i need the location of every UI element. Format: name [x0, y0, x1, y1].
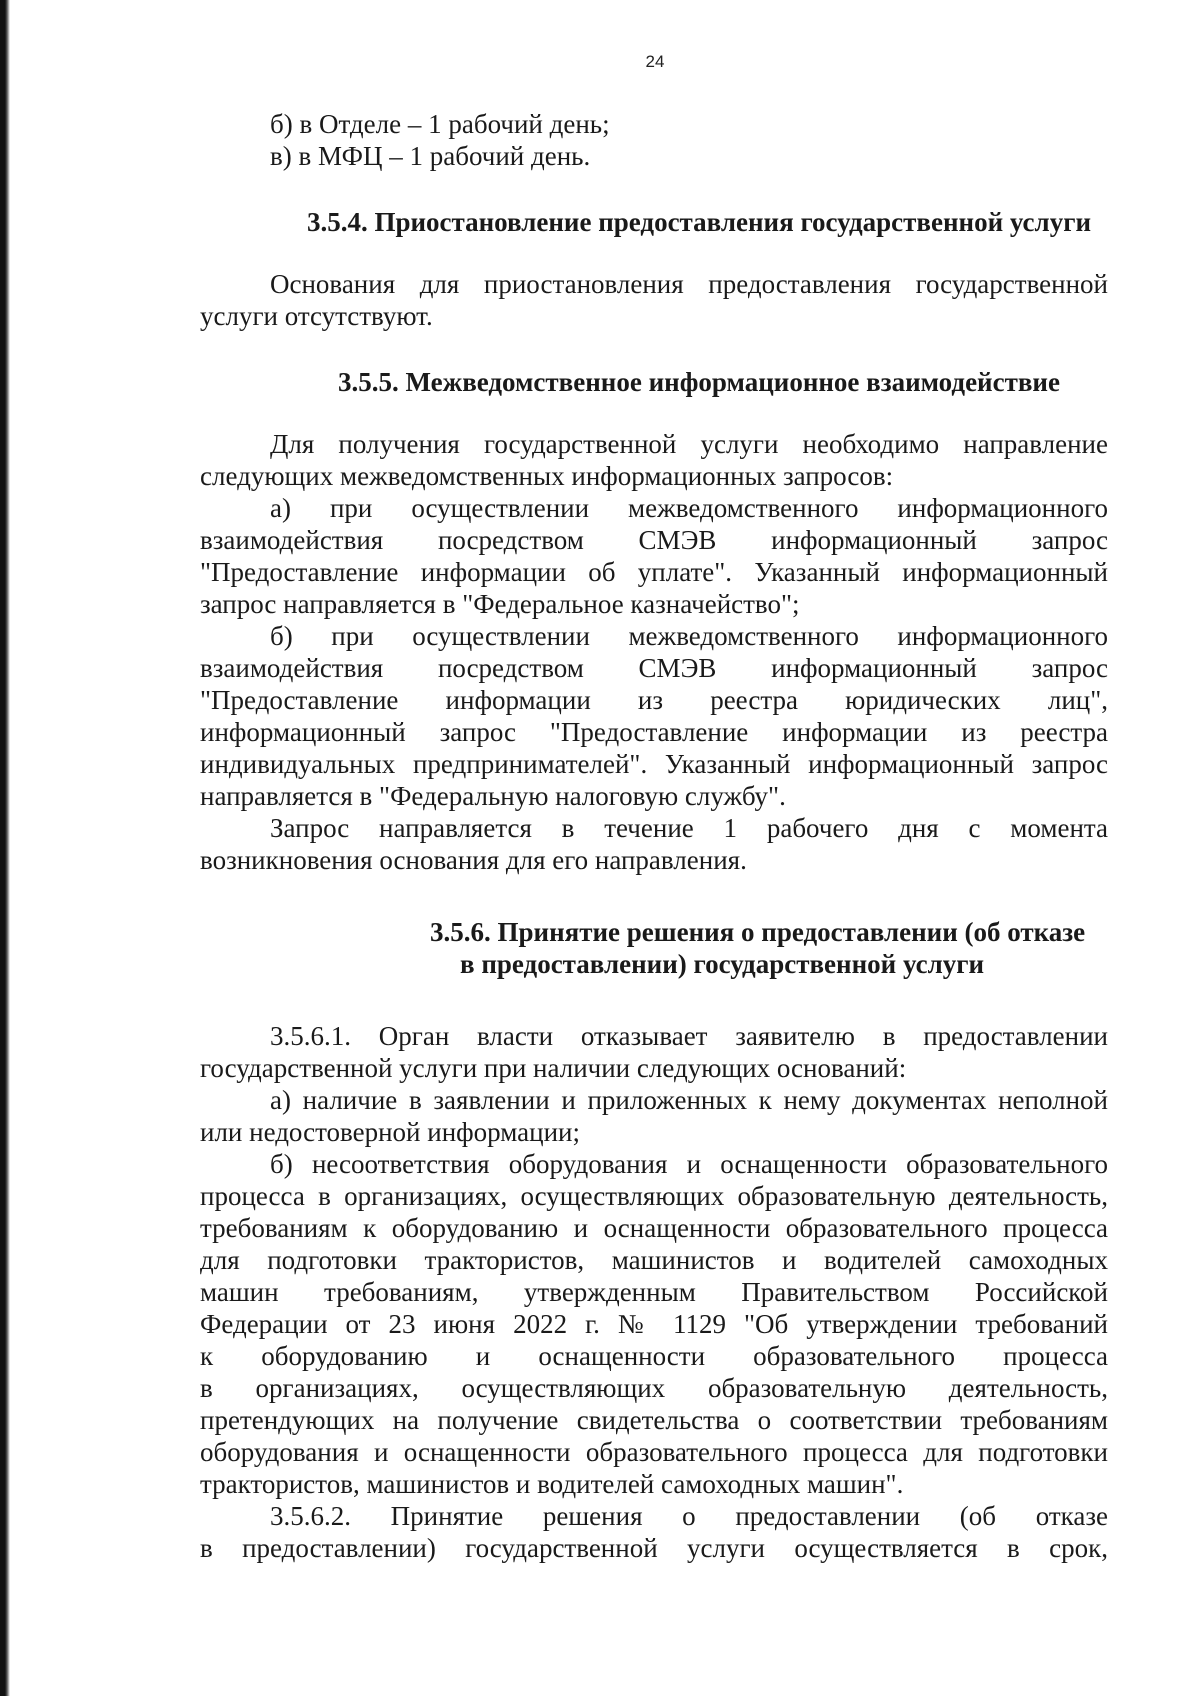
paragraph-line: 3.5.6.2. Принятие решения о предоставлении (об отказе — [270, 1501, 1108, 1531]
paragraph-line: в организациях, осуществляющих образовательную деятельность, — [200, 1373, 1108, 1403]
paragraph-line: возникновения основания для его направления. — [200, 845, 747, 875]
paragraph-line: взаимодействия посредством СМЭВ информационный запрос — [200, 525, 1108, 555]
paragraph-line: услуги отсутствуют. — [200, 301, 433, 331]
paragraph-line: претендующих на получение свидетельства о соответствии требованиям — [200, 1405, 1108, 1435]
top-list — [200, 108, 1108, 172]
paragraph-line: "Предоставление информации об уплате". Указанный информационный — [200, 557, 1108, 587]
document-body — [200, 108, 1108, 1564]
paragraph-line: информационный запрос "Предоставление информации из реестра — [200, 717, 1108, 747]
scan-edge-shadow — [0, 0, 10, 1696]
paragraph-line: а) наличие в заявлении и приложенных к нему документах неполной — [270, 1085, 1108, 1115]
paragraph-line: направляется в "Федеральную налоговую службу". — [200, 781, 786, 811]
paragraph-line: Запрос направляется в течение 1 рабочего дня с момента — [270, 813, 1108, 843]
paragraph-354 — [200, 268, 1108, 332]
paragraph-line: или недостоверной информации; — [200, 1117, 580, 1147]
section-heading-line: в предоставлении) государственной услуги — [460, 949, 985, 979]
paragraph-line: индивидуальных предпринимателей". Указанный информационный запрос — [200, 749, 1108, 779]
paragraph-line: в предоставлении) государственной услуги осуществляется в срок, — [200, 1533, 1108, 1563]
paragraph-line: трактористов, машинистов и водителей самоходных машин". — [200, 1469, 904, 1499]
paragraph-line: а) при осуществлении межведомственного информационного — [270, 493, 1108, 523]
paragraph-3561 — [200, 1020, 1108, 1084]
paragraph-line: оборудования и оснащенности образовательного процесса для подготовки — [200, 1437, 1108, 1467]
paragraph-3562 — [200, 1500, 1108, 1564]
paragraph-line: машин требованиям, утвержденным Правительством Российской — [200, 1277, 1108, 1307]
paragraph-line: Основания для приостановления предоставления государственной — [270, 269, 1108, 299]
list-item-a-356 — [200, 1084, 1108, 1148]
paragraph-line: б) несоответствия оборудования и оснащенности образовательного — [270, 1149, 1108, 1179]
page-number: 24 — [645, 52, 665, 71]
section-heading-354: 3.5.4. Приостановление предоставления государственной услуги — [306, 207, 1092, 237]
paragraph-line: следующих межведомственных информационных запросов: — [200, 461, 894, 491]
list-item-b-355 — [200, 620, 1108, 812]
paragraph-line: Федерации от 23 июня 2022 г. № 1129 "Об утверждении требований — [200, 1309, 1108, 1339]
paragraph-line: "Предоставление информации из реестра юридических лиц", — [200, 685, 1108, 715]
paragraph-line: 3.5.6.1. Орган власти отказывает заявителю в предоставлении — [270, 1021, 1108, 1051]
paragraph-line: Для получения государственной услуги необходимо направление — [270, 429, 1108, 459]
paragraph-line: к оборудованию и оснащенности образовательного процесса — [200, 1341, 1108, 1371]
list-item-a-355 — [200, 492, 1108, 620]
section-heading-356 — [200, 916, 1108, 980]
paragraph-line: б) при осуществлении межведомственного информационного — [270, 621, 1108, 651]
paragraph-line: для подготовки трактористов, машинистов и водителей самоходных — [200, 1245, 1108, 1275]
paragraph-line: взаимодействия посредством СМЭВ информационный запрос — [200, 653, 1108, 683]
section-heading-line: 3.5.6. Принятие решения о предоставлении (об отказе — [430, 917, 1086, 947]
list-item: в) в МФЦ – 1 рабочий день. — [270, 141, 591, 171]
section-heading-355: 3.5.5. Межведомственное информационное взаимодействие — [338, 367, 1060, 397]
paragraph-line: государственной услуги при наличии следующих оснований: — [200, 1053, 907, 1083]
paragraph-line: требованиям к оборудованию и оснащенности образовательного процесса — [200, 1213, 1108, 1243]
paragraph-355-deadline — [200, 812, 1108, 876]
paragraph-line: процесса в организациях, осуществляющих образовательную деятельность, — [200, 1181, 1108, 1211]
paragraph-line: запрос направляется в "Федеральное казначейство"; — [200, 589, 800, 619]
paragraph-355-intro — [200, 428, 1108, 492]
list-item: б) в Отделе – 1 рабочий день; — [270, 109, 610, 139]
list-item-b-356 — [200, 1148, 1108, 1500]
